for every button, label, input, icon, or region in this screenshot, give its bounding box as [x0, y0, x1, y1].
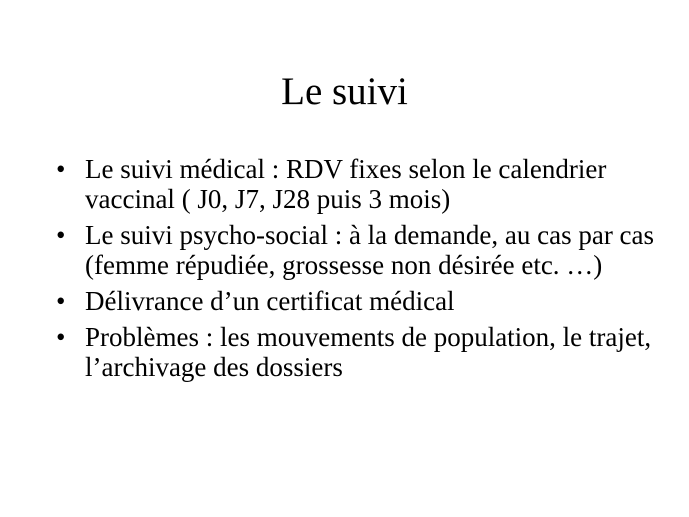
bullet-icon: •	[56, 220, 66, 250]
bullet-text: Délivrance d’un certificat médical	[85, 286, 455, 316]
bullet-icon: •	[56, 154, 66, 184]
bullet-icon: •	[56, 322, 66, 352]
bullet-text: Le suivi médical : RDV fixes selon le calendrier vaccinal ( J0, J7, J28 puis 3 mois)	[85, 154, 607, 214]
bullet-item-psycho-social	[56, 220, 656, 280]
slide-title: Le suivi	[281, 70, 408, 113]
bullet-item-problems	[56, 322, 656, 382]
bullet-text: Problèmes : les mouvements de population, le trajet, l’archivage des dossiers	[85, 322, 652, 382]
bullet-icon: •	[56, 286, 66, 316]
bullet-text: Le suivi psycho-social : à la demande, au cas par cas (femme répudiée, grossesse non désirée etc. …)	[85, 220, 655, 280]
bullet-item-certificate	[56, 286, 656, 316]
bullet-item-medical	[56, 154, 656, 214]
bullet-list	[56, 154, 656, 388]
